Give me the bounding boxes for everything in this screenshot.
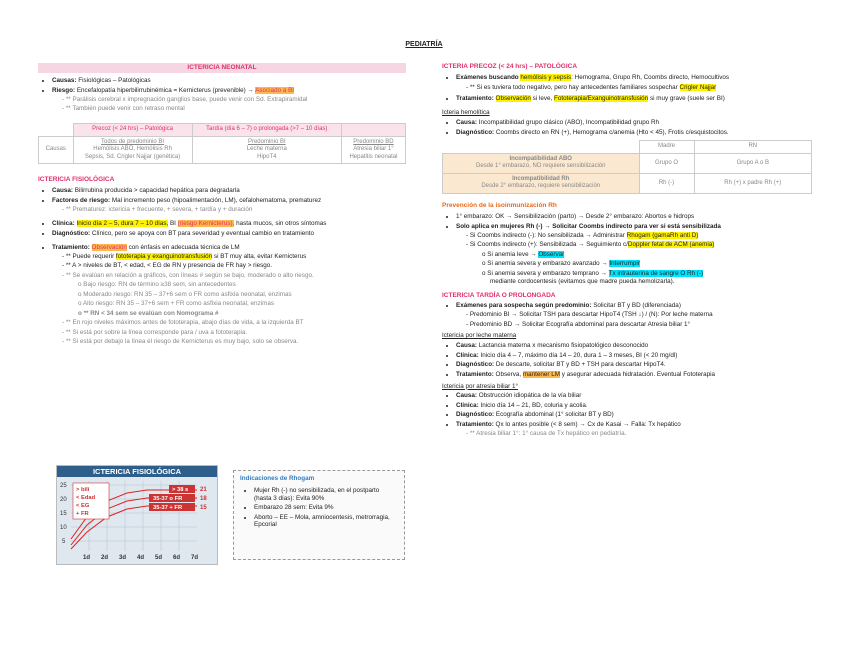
chart-plot <box>57 477 217 561</box>
precoz-header: ICTERIA PRECOZ (< 24 hrs) – PATOLÓGICA <box>442 63 578 70</box>
rhogam-title: Indicaciones de Rhogam <box>240 475 315 482</box>
xtick: 1d <box>83 555 91 562</box>
hemolitica-title: Icteria hemolítica <box>442 109 490 117</box>
atresia-title: Ictericia por atresia biliar 1° <box>442 382 519 390</box>
fisio-header: ICTERICIA FISIOLÓGICA <box>38 176 115 184</box>
causes-table: Precoz (< 24 hrs) – Patológica Tardía (día 6 – 7) o prolongada (>7 – 10 días) Causas Todos de predominio BI Hemólisis ABO, Hemólisis Rh Sepsis, Sd. Crigler Najjar (genética) Predominio BI Leche materna HipoT4 Predominio BD Atresia biliar 1° Hepatitis neonatal <box>38 123 406 164</box>
right-num: 15 <box>200 505 207 512</box>
leche-title: Ictericia por leche materna <box>442 332 517 340</box>
riesgo-item: • Riesgo: Encefalopatía hiperbilirrubinémica = Kernicterus (prevenible) → Asociado a BI <box>52 87 406 95</box>
right-num: 21 <box>200 487 207 494</box>
legend-bili: > bili <box>76 487 90 494</box>
ytick: 15 <box>60 511 67 518</box>
svg-text:> 38 s: > 38 s <box>172 487 189 494</box>
xtick: 3d <box>119 555 127 562</box>
rhogam-box <box>233 470 405 560</box>
tardia-header: ICTERICIA TARDÍA O PROLONGADA <box>442 291 556 299</box>
rhogam-item: • Mujer Rh (-) no sensibilizada, en el postparto (hasta 3 días): Evita 90% <box>254 487 398 503</box>
page-title: PEDIATRÍA <box>405 41 443 48</box>
ytick: 5 <box>62 539 66 546</box>
chart-title: ICTERICIA FISIOLÓGICA <box>57 466 217 477</box>
causas-item: • Causas: Fisiológicas – Patológicas <box>52 77 406 85</box>
xtick: 4d <box>137 555 145 562</box>
left-column: ICTERICIA NEONATAL • Causas: Fisiológicas – Patológicas • Riesgo: Encefalopatía hiperbilirrubinémica = Kernicterus (prevenible) → Asociado a BI - ** Parálisis cerebral x impregnación ganglios base, puede venir con Sd. Extrapiramidal - ** También puede venir con retraso mental Precoz (< 24 hrs) – Patológica Tardía (día 6 – 7) o prolongada (>7 – 10 días) Causas Todos de predominio BI Hemólisis ABO, Hemólisis Rh Sepsis, Sd. Crigler Najjar (genética) Predominio BI Leche materna HipoT4 Predominio BD Atresia biliar 1° Hepatitis neonatal ICTERICIA FISIOLÓGICA • Causa: Bilirrubina producida > capacidad hepática para degradarla • Factores de riesgo: Mal incremento peso (hipoalimentación, LM), cefalohematoma, prematurez - ** Prematurez: ictericia + frecuente, + severa, + tardía y + duración • Clínica: Inicio día 2 – 5, dura 7 – 10 días, BI (riesgo Kernicterus), hasta mucos, sin otros síntomas • Diagnóstico: Clínico, pero se apoya con BT para severidad y eventual cambio en tratamiento • Tratamiento: Observación con énfasis en adecuada técnica de LM - ** Puede requerir fototerapia y exanguinotransfusión si BT muy alta, evitar Kernicterus - ** A > niveles de BT, < edad, < EG de RN y presencia de FR hay > riesgo. - ** Se evalúan en relación a gráficos, con líneas # según se bajo, moderado o alto riesgo. o Bajo riesgo: RN de término ≥38 sem, sin antecedentes o Moderado riesgo: RN 35 – 37+6 sem o FR como asfixia neonatal, enzimas o Alto riesgo: RN 35 – 37+6 sem + FR como asfixia neonatal, enzimas o ** RN < 34 sem se evalúan con Nomograma # - ** En rojo niveles máximos antes de fototerapia, abajo días de vida, a la izquierda BT - ** Si está por sobre la línea corresponde para / uva a fototerapia. - ** Si está por debajo la línea el riesgo de Kernicterus es muy bajo, solo se observa. <box>38 63 406 348</box>
svg-text:35-37 o FR: 35-37 o FR <box>153 496 183 503</box>
ytick: 25 <box>60 483 67 490</box>
neonatal-header: ICTERICIA NEONATAL <box>38 63 406 73</box>
legend-edad: < Edad <box>76 495 96 502</box>
rhogam-item: • Embarazo 28 sem: Evita 9% <box>254 504 398 512</box>
ytick: 20 <box>60 497 67 504</box>
xtick: 6d <box>173 555 181 562</box>
svg-text:35-37 + FR: 35-37 + FR <box>153 505 183 512</box>
ytick: 10 <box>60 525 67 532</box>
right-column: ICTERIA PRECOZ (< 24 hrs) – PATOLÓGICA • Exámenes buscando hemólisis y sepsis: Hemograma, Grupo Rh, Coombs directo, Hemocultivos - ** Si es tuviera todo negativo, pero hay antecedentes familiares sospechar Crigler Najjar • Tratamiento: Observación si leve, Fototerapia/Exanguinotransfusión si muy grave (suele ser BI) Icteria hemolítica • Causa: Incompatibilidad grupo clásico (ABO), Incompatibilidad grupo Rh • Diagnóstico: Coombs directo en RN (+), Hemograma c/anemia (Hto < 45), Frotis c/esquistocitos. Madre RN Incompatibilidad ABO Desde 1° embarazo, NO requiere sensibilización Grupo O Grupo A o B Incompatibilidad Rh Desde 2° embarazo, requiere sensibilización Rh (-) Rh (+) x padre Rh (+) Prevención de la isoinmunización Rh • 1° embarazo: OK → Sensibilización (parto) → Desde 2° embarazo: Abortos e hidrops • Solo aplica en mujeres Rh (-) → Solicitar Coombs indirecto para ver si está sensibilizada - Si Coombs indirecto (-): No sensibilizada → Administrar Rhogam (gamaRh anti D) - Si Coombs indirecto (+): Sensibilizada → Seguimiento c/Doppler fetal de ACM (anemia) o Si anemia leve → Observar o Si anemia severa y embarazo avanzado → Interrumpir o Si anemia severa y embarazo temprano → Tx intrauterina de sangre O Rh (-) mediante cordocentesis (evitamos que madre pueda hemolizarla). ICTERICIA TARDÍA O PROLONGADA • Exámenes para sospecha según predominio: Solicitar BT y BD (diferenciada) - Predominio BI → Solicitar TSH para descartar HipoT4 (TSH ↓) / (N): Por leche materna - Predominio BD → Solicitar Ecografía abdominal para descartar Atresia biliar 1° Ictericia por leche materna • Causa: Lactancia materna x mecanismo fisiopatológico desconocido • Clínica: Inicio día 4 – 7, máximo día 14 – 20, dura 1 – 3 meses, BI (< 20 mg/dl) • Diagnóstico: De descarte, solicitar BT y BD + TSH para descartar HipoT4. • Tratamiento: Observa, mantener LM y asegurar adecuada hidratación. Eventual Fototerapia Ictericia por atresia biliar 1° • Causa: Obstrucción idiopática de la vía biliar • Clínica: Inicio día 14 – 21, BD, coluria y acolia. • Diagnóstico: Ecografía abdominal (1° solicitar BT y BD) • Tratamiento: Qx lo antes posible (< 8 sem) → Cx de Kasai → Falla: Tx hepático - ** Atresia biliar 1°: 1° causa de Tx hepático en pediatría. <box>442 63 812 440</box>
xtick: 5d <box>155 555 163 562</box>
rhogam-item: • Aborto – EE – Mola, amniocentesis, metrorragia, Epcorial <box>254 514 398 530</box>
right-num: 18 <box>200 496 207 503</box>
prevencion-title: Prevención de la isoinmunización Rh <box>442 201 557 209</box>
xtick: 2d <box>101 555 109 562</box>
legend-eg: < EG <box>76 503 90 510</box>
incompatibility-table: Madre RN Incompatibilidad ABO Desde 1° embarazo, NO requiere sensibilización Grupo O Grupo A o B Incompatibilidad Rh Desde 2° embarazo, requiere sensibilización Rh (-) Rh (+) x padre Rh (+) <box>442 140 812 194</box>
xtick: 7d <box>191 555 199 562</box>
bilirubin-chart <box>56 465 218 565</box>
legend-fr: + FR <box>76 511 89 518</box>
